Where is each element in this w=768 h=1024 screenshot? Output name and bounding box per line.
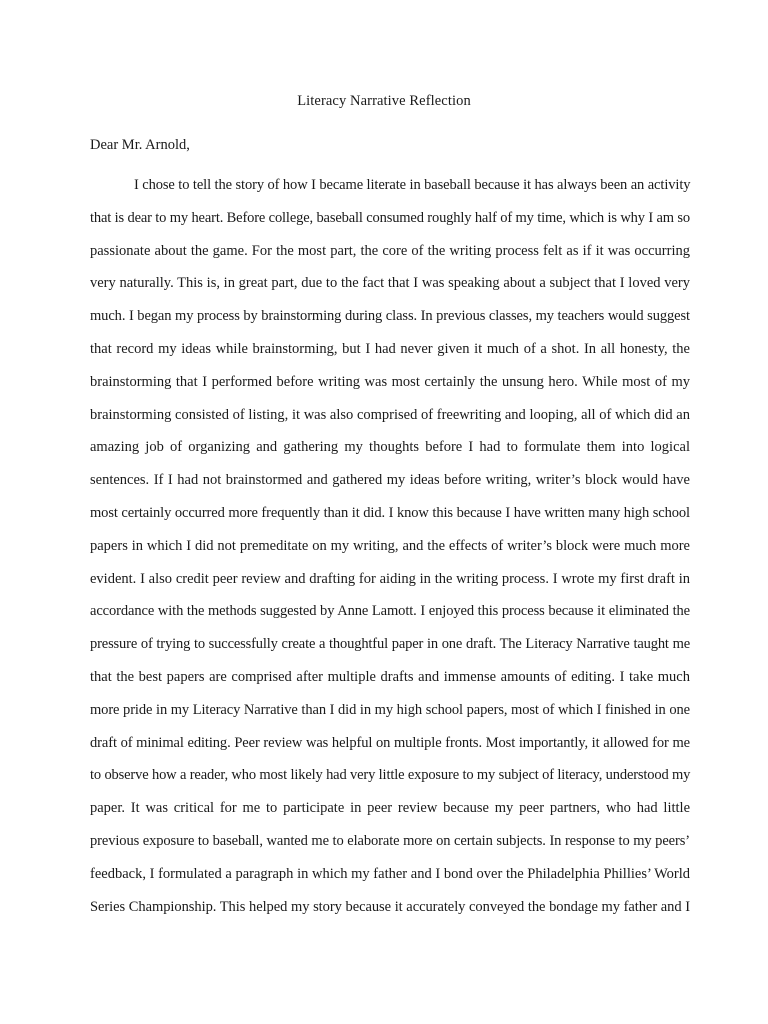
paragraph-line: sentences. If I had not brainstormed and gathered my ideas before writing, writer’s block would have bbox=[90, 472, 690, 489]
paragraph-line: previous exposure to baseball, wanted me to elaborate more on certain subjects. In response to my peers’ bbox=[90, 832, 690, 849]
paragraph-line: pressure of trying to successfully create a thoughtful paper in one draft. The Literacy Narrative taught me bbox=[90, 636, 690, 653]
body-paragraph bbox=[90, 175, 690, 929]
paragraph-line: brainstorming consisted of listing, it was also comprised of freewriting and looping, all of which did an bbox=[90, 406, 690, 423]
paragraph-line: much. I began my process by brainstorming during class. In previous classes, my teachers would suggest bbox=[90, 308, 690, 325]
paragraph-line: accordance with the methods suggested by Anne Lamott. I enjoyed this process because it eliminated the bbox=[90, 603, 690, 620]
document-title: Literacy Narrative Reflection bbox=[297, 93, 471, 109]
paragraph-line: passionate about the game. For the most part, the core of the writing process felt as if it was occurring bbox=[90, 242, 690, 259]
paragraph-line: evident. I also credit peer review and drafting for aiding in the writing process. I wrote my first draft in bbox=[90, 570, 690, 587]
paragraph-line: more pride in my Literacy Narrative than I did in my high school papers, most of which I finished in one bbox=[90, 701, 690, 718]
paragraph-line: brainstorming that I performed before writing was most certainly the unsung hero. While most of my bbox=[90, 373, 690, 390]
paragraph-line: Series Championship. This helped my story because it accurately conveyed the bondage my father and I bbox=[90, 898, 690, 915]
paragraph-line: very naturally. This is, in great part, due to the fact that I was speaking about a subject that I loved very bbox=[90, 275, 690, 292]
paragraph-line: paper. It was critical for me to participate in peer review because my peer partners, who had little bbox=[90, 800, 690, 817]
paragraph-line: that is dear to my heart. Before college, baseball consumed roughly half of my time, which is why I am so bbox=[90, 209, 690, 226]
paragraph-line: papers in which I did not premeditate on my writing, and the effects of writer’s block were much more bbox=[90, 537, 690, 554]
paragraph-line: that record my ideas while brainstorming, but I had never given it much of a shot. In all honesty, the bbox=[90, 340, 690, 357]
salutation: Dear Mr. Arnold, bbox=[90, 137, 190, 153]
paragraph-line: that the best papers are comprised after multiple drafts and immense amounts of editing. I take much bbox=[90, 668, 690, 685]
paragraph-line: I chose to tell the story of how I became literate in baseball because it has always been an activity bbox=[134, 177, 691, 193]
paragraph-line: feedback, I formulated a paragraph in which my father and I bond over the Philadelphia Phillies’ World bbox=[90, 865, 690, 882]
paragraph-line: to observe how a reader, who most likely had very little exposure to my subject of literacy, understood my bbox=[90, 767, 691, 784]
paragraph-line: most certainly occurred more frequently than it did. I know this because I have written many high school bbox=[90, 504, 690, 521]
paragraph-line: draft of minimal editing. Peer review was helpful on multiple fronts. Most importantly, it allowed for me bbox=[90, 734, 690, 751]
paragraph-line: amazing job of organizing and gathering my thoughts before I had to formulate them into logical bbox=[90, 439, 690, 456]
